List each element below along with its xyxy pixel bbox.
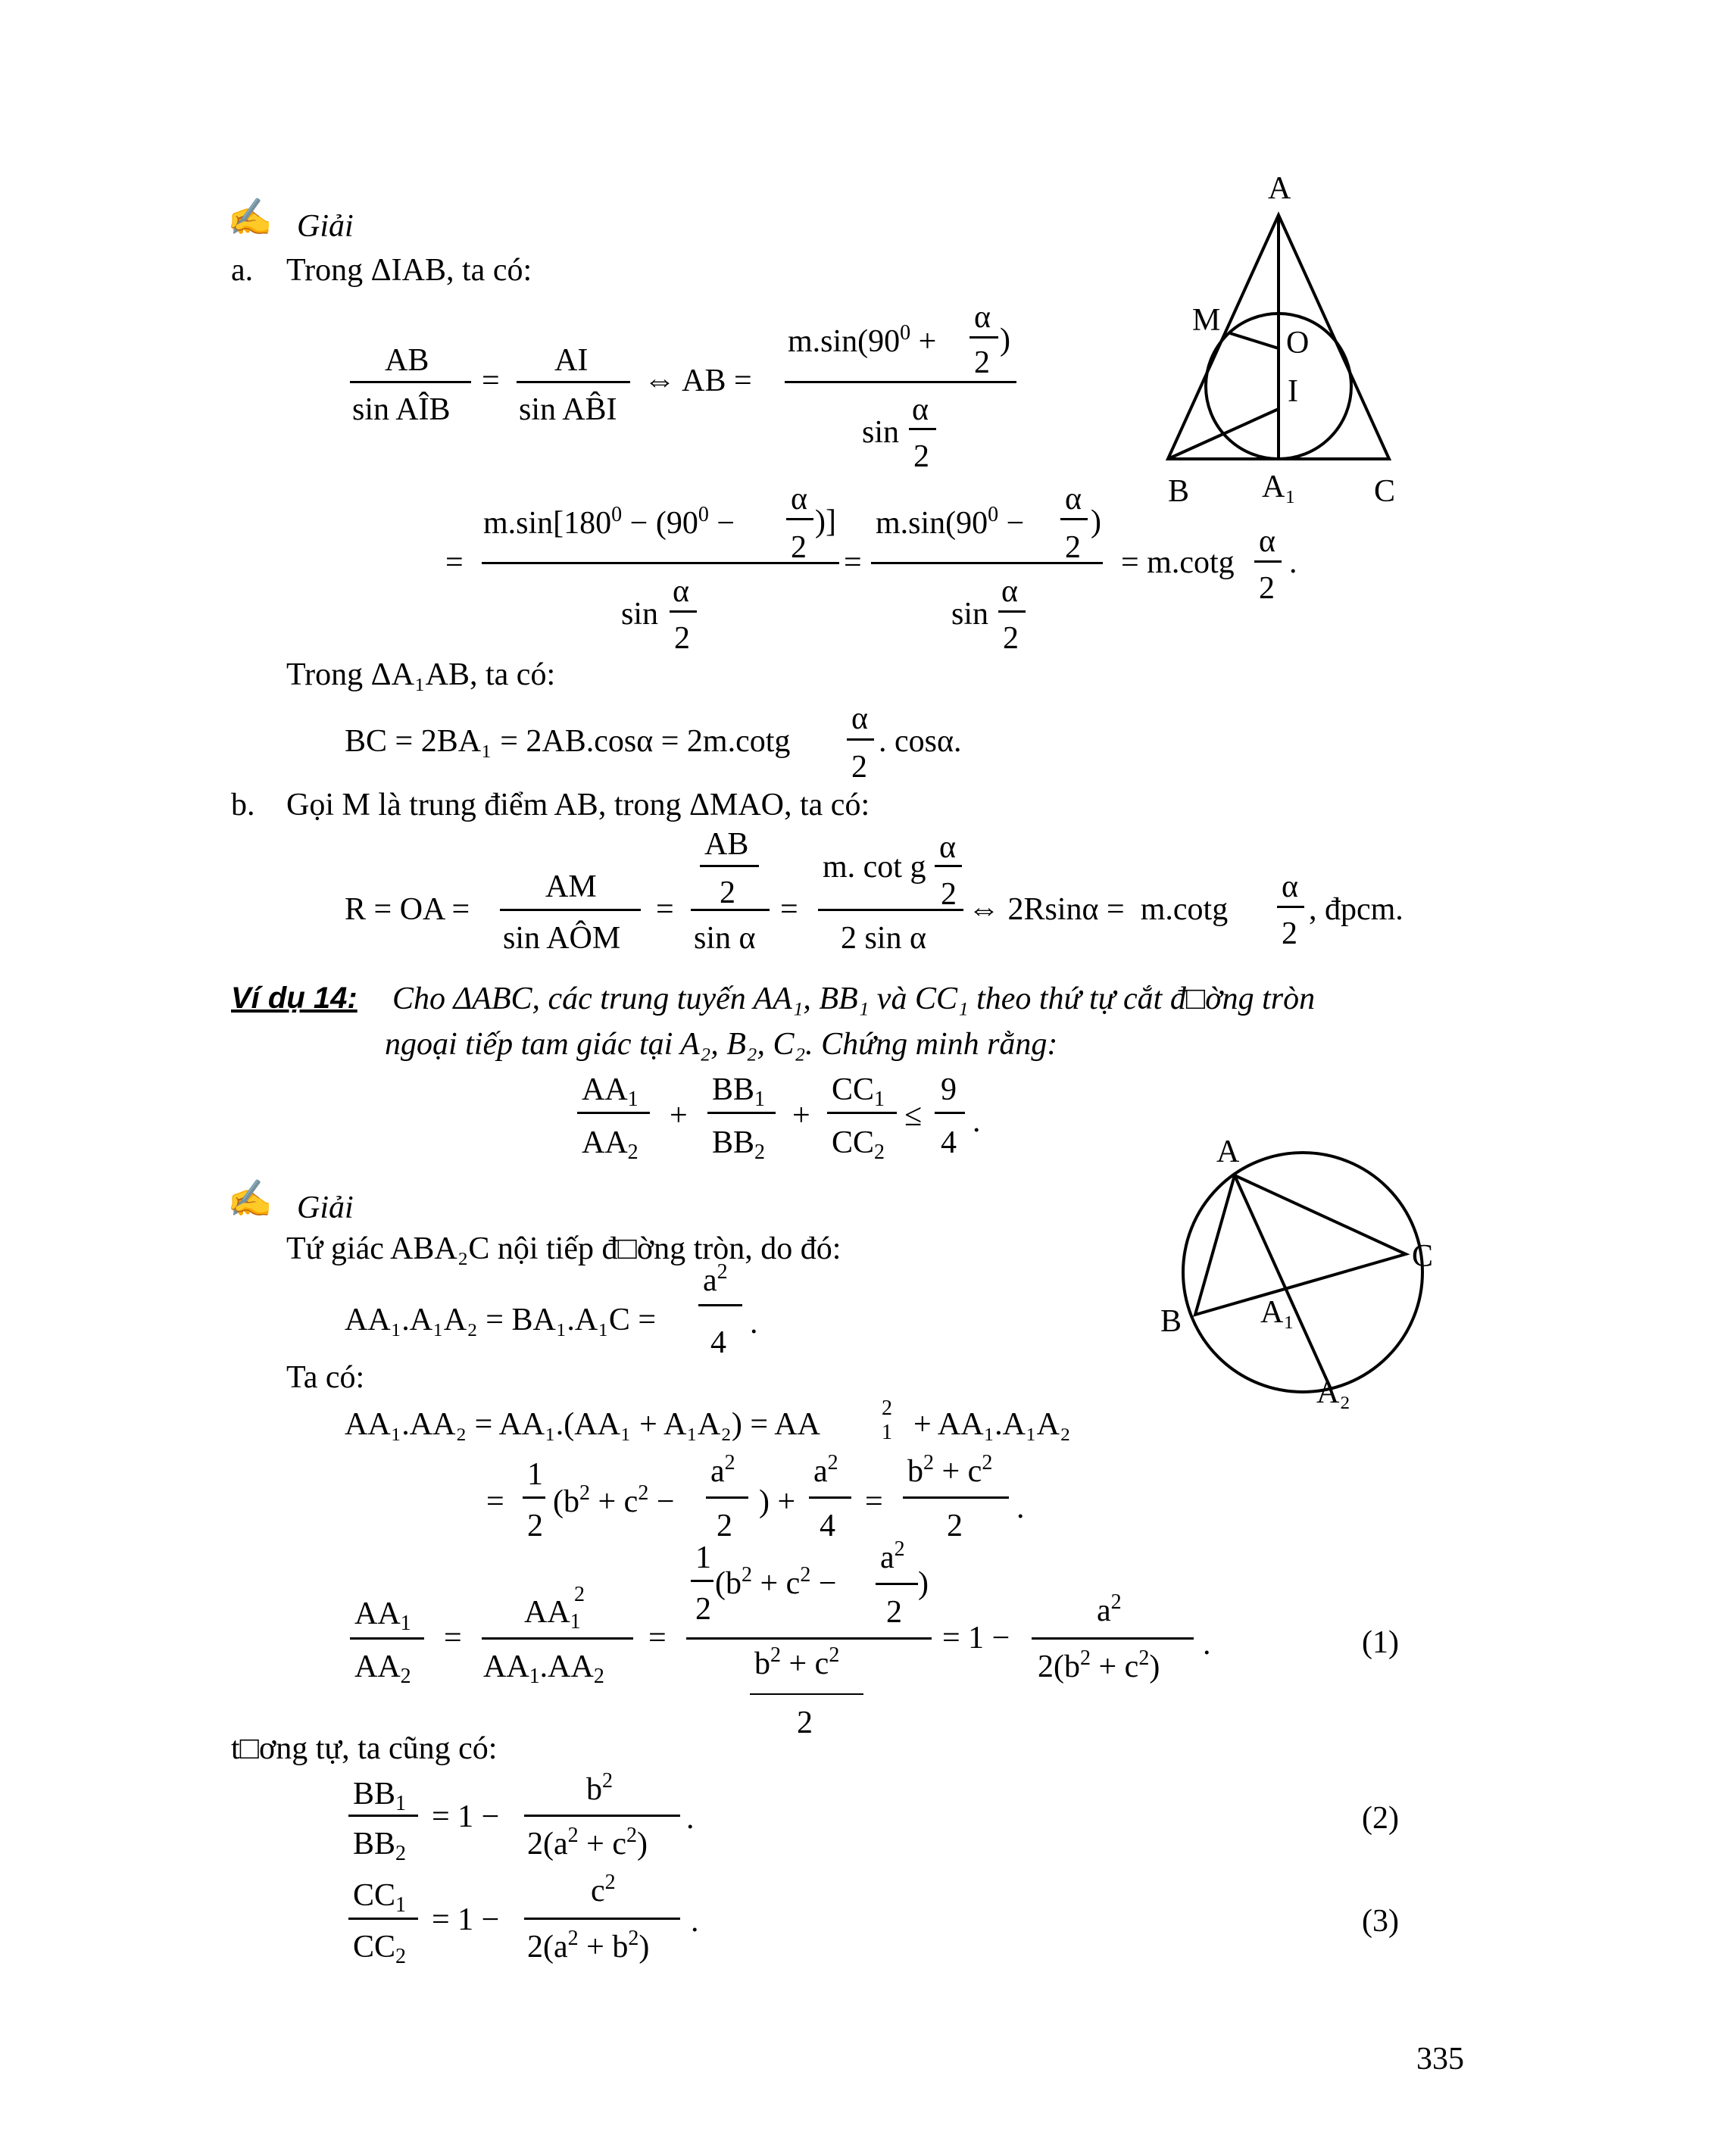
equation-tag-1: (1) bbox=[1362, 1625, 1399, 1660]
part-a-label: a. bbox=[231, 253, 254, 288]
equation-tag-2: (2) bbox=[1362, 1801, 1399, 1836]
equation-tag-3: (3) bbox=[1362, 1904, 1399, 1939]
segment-mo bbox=[1230, 333, 1279, 348]
pencil-icon: ✍ bbox=[227, 198, 273, 238]
example-14-line2: ngoại tiếp tam giác tại A₂, B₂, C₂. Chứng minh rằng: bbox=[385, 1027, 1058, 1062]
solution-heading: Giải bbox=[297, 209, 354, 244]
incircle bbox=[1206, 314, 1351, 459]
label-a: A bbox=[1268, 171, 1291, 206]
part-b-text: Gọi M là trung điểm AB, trong ΔMAO, ta có: bbox=[286, 788, 870, 822]
label-o: O bbox=[1286, 326, 1310, 360]
example-14-line1: Cho ΔABC, các trung tuyến AA₁, BB₁ và CC₁ theo thứ tự cắt đ□ờng tròn bbox=[392, 981, 1316, 1016]
label-a1: A₁ bbox=[1262, 470, 1296, 504]
segment-bi bbox=[1168, 409, 1279, 459]
pencil-icon: ✍ bbox=[227, 1179, 273, 1219]
taco-text: Ta có: bbox=[286, 1360, 365, 1395]
page-number: 335 bbox=[1416, 2042, 1464, 2077]
label-b: B bbox=[1168, 474, 1190, 509]
label-b-2: B bbox=[1160, 1304, 1182, 1339]
label-i: I bbox=[1288, 374, 1298, 409]
tri-a1ab-text: Trong ΔA₁AB, ta có: bbox=[286, 657, 556, 692]
circumcircle bbox=[1183, 1153, 1422, 1392]
triangle-abc bbox=[1168, 215, 1389, 459]
median-aa2 bbox=[1235, 1175, 1332, 1390]
label-a1-2: A₁ bbox=[1260, 1295, 1294, 1330]
triangle-abc-2 bbox=[1195, 1175, 1406, 1315]
label-m: M bbox=[1192, 303, 1221, 338]
part-a-text: Trong ΔIAB, ta có: bbox=[286, 253, 532, 288]
sol2-line1: Tứ giác ABA₂C nội tiếp đ□ờng tròn, do đó: bbox=[286, 1231, 841, 1266]
label-c-2: C bbox=[1412, 1239, 1434, 1274]
label-a2-2: A₂ bbox=[1316, 1375, 1350, 1410]
solution-heading-2: Giải bbox=[297, 1191, 354, 1225]
label-a-2: A bbox=[1216, 1134, 1240, 1169]
part-b-label: b. bbox=[231, 788, 255, 822]
example-14-title: Ví dụ 14: bbox=[231, 981, 358, 1015]
tuong-tu-text: t□ơng tự, ta cũng có: bbox=[231, 1731, 498, 1766]
label-c: C bbox=[1374, 474, 1396, 509]
